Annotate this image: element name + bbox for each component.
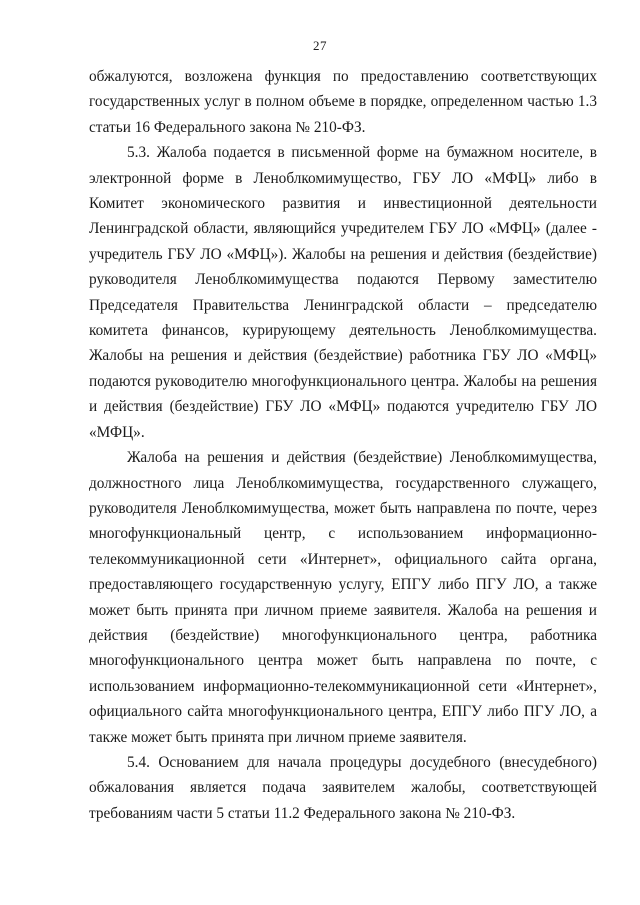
- page-number: 27: [313, 38, 327, 53]
- paragraph-continued: обжалуются, возложена функция по предоставлению соответствующих государственных услуг в полном объеме в порядке, определенном частью 1.3 статьи 16 Федерального закона № 210-ФЗ.: [89, 68, 597, 136]
- document-body: [89, 64, 597, 826]
- paragraph-complaint-channels: Жалоба на решения и действия (бездействие) Леноблкомимущества, должностного лица Леноблкомимущества, государственного служащего, руководителя Леноблкомимущества, может быть направлена по почте, через многофункциональный центр, с использованием информационно-телекоммуникационной сети «Интернет», официального сайта органа, предоставляющего государственную услугу, ЕПГУ либо ПГУ ЛО, а также может быть принята при личном приеме заявителя. Жалоба на решения и действия (бездействие) многофункционального центра, работника многофункционального центра может быть направлена по почте, с использованием информационно-телекоммуникационной сети «Интернет», официального сайта многофункционального центра, ЕПГУ либо ПГУ ЛО, а также может быть принята при личном приеме заявителя.: [89, 449, 597, 746]
- paragraph-5-3: 5.3. Жалоба подается в письменной форме на бумажном носителе, в электронной форме в Леноблкомимущество, ГБУ ЛО «МФЦ» либо в Комитет экономического развития и инвестиционной деятельности Ленинградской области, являющийся учредителем ГБУ ЛО «МФЦ» (далее - учредитель ГБУ ЛО «МФЦ»). Жалобы на решения и действия (бездействие) руководителя Леноблкомимущества подаются Первому заместителю Председателя Правительства Ленинградской области – председателю комитета финансов, курирующему деятельность Леноблкомимущества. Жалобы на решения и действия (бездействие) работника ГБУ ЛО «МФЦ» подаются руководителю многофункционального центра. Жалобы на решения и действия (бездействие) ГБУ ЛО «МФЦ» подаются учредителю ГБУ ЛО «МФЦ».: [89, 144, 597, 441]
- paragraph-5-4: 5.4. Основанием для начала процедуры досудебного (внесудебного) обжалования является подача заявителем жалобы, соответствующей требованиям части 5 статьи 11.2 Федерального закона № 210-ФЗ.: [89, 753, 597, 822]
